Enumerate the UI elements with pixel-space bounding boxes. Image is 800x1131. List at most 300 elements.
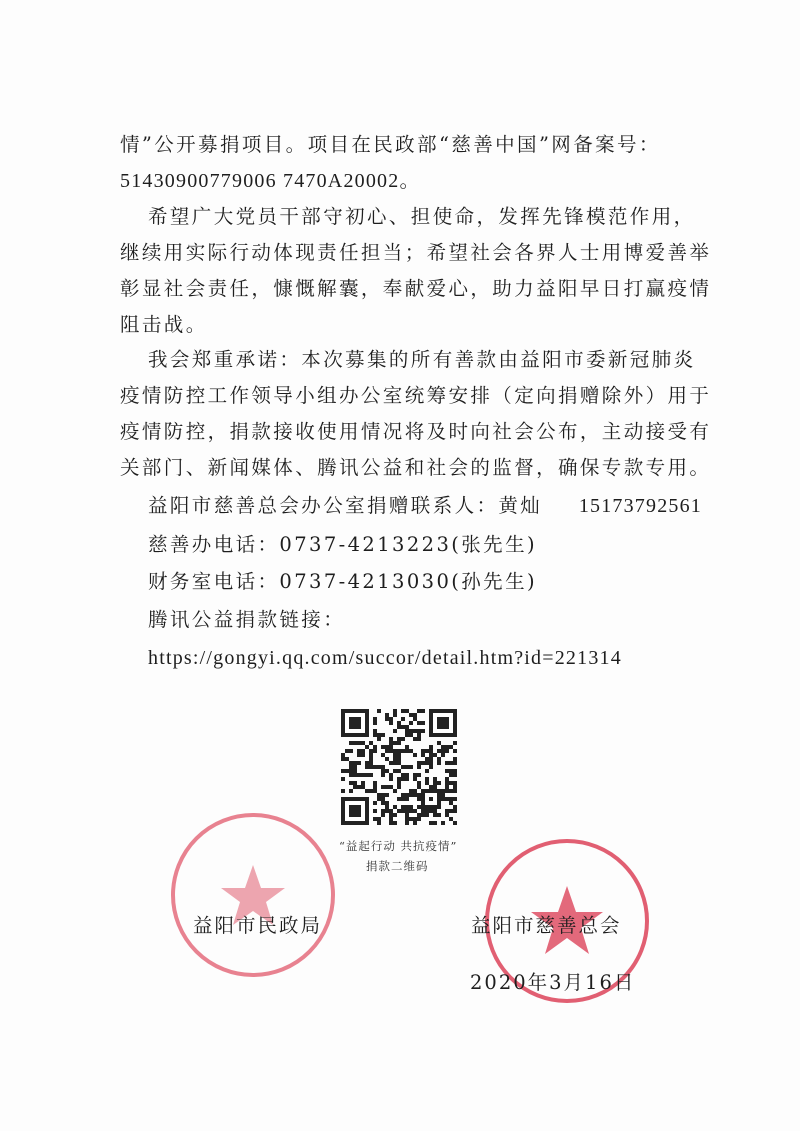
qr-module [449,809,453,813]
qr-module [365,765,369,769]
appeal-line-1: 希望广大党员干部守初心、担使命，发挥先锋模范作用， [148,205,696,228]
qr-module [349,789,353,793]
qr-module [413,817,417,821]
qr-module [341,753,345,757]
qr-module [385,805,389,809]
qr-module [445,809,449,813]
qr-module [429,749,433,753]
qr-module [417,817,421,821]
qr-module [421,749,425,753]
qr-module [425,781,429,785]
qr-module [405,805,409,809]
qr-module [449,769,453,773]
qr-module [405,817,409,821]
qr-module [413,713,417,717]
qr-module [417,765,421,769]
qr-module [389,821,393,825]
qr-module [373,785,377,789]
signature-charity-federation: 益阳市慈善总会 [471,914,622,937]
qr-module [425,777,429,781]
qr-module [389,761,393,765]
qr-module [389,813,393,817]
qr-module [393,753,397,757]
qr-module [381,753,385,757]
qr-module [369,765,373,769]
qr-module [453,805,457,809]
qr-module [365,761,369,765]
qr-module [389,817,393,821]
charity-office-phone: 慈善办电话：0737-4213223(张先生) [148,533,537,556]
qr-module [417,805,421,809]
qr-module [377,737,381,741]
qr-module [385,713,389,717]
qr-module [401,765,405,769]
qr-module [377,817,381,821]
qr-module [373,733,377,737]
registration-number: 51430900779006 7470A20002。 [120,170,421,192]
qr-module [413,789,417,793]
qr-module [393,761,397,765]
qr-module [381,785,385,789]
contact-person-label: 益阳市慈善总会办公室捐赠联系人：黄灿 [148,494,543,517]
qr-module [389,749,393,753]
qr-module [365,773,369,777]
qr-module [377,797,381,801]
qr-module [397,749,401,753]
qr-module [401,717,405,721]
qr-module [405,773,409,777]
qr-module [361,749,365,753]
qr-module [441,821,445,825]
qr-module [393,757,397,761]
qr-module [349,749,353,753]
qr-module [341,757,345,761]
qr-module [453,741,457,745]
qr-module [445,769,449,773]
qr-module [369,789,373,793]
qr-module [353,773,357,777]
qr-module [345,757,349,761]
qr-module [369,757,373,761]
qr-module [445,797,449,801]
qr-module [453,757,457,761]
qr-module [445,789,449,793]
qr-module [397,785,401,789]
qr-module [397,809,401,813]
qr-module [409,749,413,753]
qr-module [449,773,453,777]
qr-module [397,737,401,741]
qr-module [413,773,417,777]
qr-module [405,821,409,825]
qr-module [373,817,377,821]
qr-module [437,749,441,753]
qr-module [429,785,433,789]
qr-module [413,777,417,781]
promise-line-4: 关部门、新闻媒体、腾讯公益和社会的监督，确保专款专用。 [120,456,712,479]
qr-module [437,741,441,745]
qr-module [433,785,437,789]
qr-module [401,725,405,729]
qr-module [385,801,389,805]
qr-module [417,793,421,797]
qr-module [441,793,445,797]
qr-module [433,753,437,757]
qr-module [409,817,413,821]
qr-module [369,753,373,757]
qr-module [373,729,377,733]
qr-module [413,793,417,797]
qr-module [417,709,421,713]
qr-module [453,773,457,777]
qr-module [377,733,381,737]
civil-affairs-bureau-seal [168,810,338,980]
qr-module [425,761,429,765]
qr-module [369,761,373,765]
qr-module [437,717,449,729]
qr-module [405,809,409,813]
qr-module [397,761,401,765]
qr-module [453,761,457,765]
qr-module [429,809,433,813]
qr-module [341,769,345,773]
qr-module [413,821,417,825]
qr-module [397,769,401,773]
qr-module [409,793,413,797]
qr-module [397,777,401,781]
qr-module [349,761,353,765]
qr-module [389,785,393,789]
qr-module [401,797,405,801]
qr-module [385,717,389,721]
contact-person [148,494,702,518]
qr-module [453,789,457,793]
qr-module [389,773,393,777]
qr-module [385,757,389,761]
qr-module [437,813,441,817]
qr-module [353,781,357,785]
qr-module [449,761,453,765]
qr-module [445,781,449,785]
qr-module [437,761,441,765]
qr-module [409,765,413,769]
qr-module [425,813,429,817]
qr-module [345,749,349,753]
qr-module [381,733,385,737]
registration-line-1: 情”公开募捐项目。项目在民政部“慈善中国”网备案号： [120,133,661,156]
qr-module [417,773,421,777]
qr-module [401,709,405,713]
qr-module [373,781,377,785]
qr-module [449,781,453,785]
document-date: 2020年3月16日 [470,971,636,994]
qr-module [453,809,457,813]
qr-module [401,749,405,753]
qr-module [373,801,377,805]
contact-phone: 15173792561 [578,495,703,517]
qr-module [373,789,377,793]
qr-module [393,709,397,713]
signature-civil-affairs-bureau: 益阳市民政局 [193,914,323,937]
qr-module [381,801,385,805]
qr-module [389,737,393,741]
qr-module [397,721,401,725]
qr-module [365,789,369,793]
qr-module [373,721,377,725]
qr-module [425,809,429,813]
qr-module [385,769,389,773]
qr-module [357,741,361,745]
qr-module [417,785,421,789]
qr-module [429,761,433,765]
qr-module [429,821,433,825]
qr-module [397,753,401,757]
qr-module [409,721,413,725]
qr-module [421,761,425,765]
qr-module [405,765,409,769]
qr-module [441,789,445,793]
qr-module [357,785,361,789]
qr-module [405,793,409,797]
qr-module [405,745,409,749]
qr-module [405,729,409,733]
qr-module [425,749,429,753]
qr-module [369,741,373,745]
qr-module [357,761,361,765]
qr-module [369,749,373,753]
qr-module [385,809,389,813]
qr-module [429,753,433,757]
qr-caption-slogan: “益起行动 共抗疫情” [339,839,458,853]
qr-module [433,809,437,813]
qr-module [421,753,425,757]
qr-caption-label: 捐款二维码 [366,859,429,873]
donation-link-label: 腾讯公益捐款链接： [148,608,346,631]
qr-module [393,805,397,809]
qr-module [377,793,381,797]
appeal-line-2: 继续用实际行动体现责任担当；希望社会各界人士用博爱善举 [120,241,712,264]
qr-module [401,793,405,797]
qr-module [377,709,381,713]
qr-module [421,709,425,713]
qr-module [405,797,409,801]
qr-module [405,813,409,817]
qr-module [393,789,397,793]
qr-module [413,717,417,721]
qr-module [417,733,421,737]
qr-module [389,717,393,721]
qr-module [449,745,453,749]
qr-module [401,809,405,813]
qr-module [393,713,397,717]
qr-module [373,765,377,769]
qr-module [381,765,385,769]
qr-module [361,741,365,745]
qr-module [353,785,357,789]
qr-module [361,773,365,777]
qr-module [449,801,453,805]
qr-module [429,757,433,761]
qr-module [389,741,393,745]
promise-line-2: 疫情防控工作领导小组办公室统筹安排（定向捐赠除外）用于 [120,384,712,407]
qr-module [349,781,353,785]
qr-module [405,733,409,737]
qr-module [453,749,457,753]
qr-module [397,781,401,785]
qr-module [385,749,389,753]
qr-module [441,749,445,753]
qr-module [365,745,369,749]
qr-module [417,797,421,801]
qr-module [349,717,361,729]
qr-module [357,773,361,777]
qr-module [409,789,413,793]
qr-module [433,781,437,785]
qr-module [453,781,457,785]
qr-module [453,797,457,801]
qr-module [361,753,365,757]
qr-module [409,733,413,737]
qr-module [341,789,345,793]
qr-module [417,813,421,817]
qr-module [409,713,413,717]
qr-module [421,729,425,733]
qr-module [377,765,381,769]
qr-module [381,813,385,817]
qr-module [397,741,401,745]
appeal-line-3: 彰显社会责任，慷慨解囊，奉献爱心，助力益阳早日打赢疫情 [120,277,712,300]
qr-module [429,745,433,749]
qr-module [409,805,413,809]
promise-line-1: 我会郑重承诺：本次募集的所有善款由益阳市委新冠肺炎 [148,348,696,371]
qr-module [445,785,449,789]
qr-module [381,797,385,801]
qr-module [361,785,365,789]
qr-module [357,753,361,757]
qr-module [417,781,421,785]
qr-module [385,785,389,789]
qr-module [349,765,353,769]
qr-module [381,793,385,797]
qr-module [409,729,413,733]
qr-module [393,769,397,773]
qr-module [401,777,405,781]
qr-module [425,757,429,761]
qr-module [413,809,417,813]
qr-module [393,813,397,817]
donation-qr-code[interactable] [341,709,457,825]
qr-module [445,813,449,817]
qr-module [349,769,353,773]
qr-module [405,777,409,781]
qr-module [389,809,393,813]
qr-module [389,721,393,725]
qr-module [449,817,453,821]
qr-module [353,769,357,773]
qr-module [389,745,393,749]
qr-module [373,717,377,721]
qr-module [417,737,421,741]
qr-module [429,797,433,801]
qr-module [353,741,357,745]
qr-module [413,737,417,741]
qr-module [361,781,365,785]
qr-module [453,785,457,789]
qr-module [401,737,405,741]
qr-module [433,821,437,825]
qr-module [381,769,385,773]
qr-module [413,729,417,733]
qr-module [405,749,409,753]
qr-module [445,777,449,781]
qr-module [369,773,373,777]
qr-module [453,821,457,825]
qr-module [413,753,417,757]
qr-module [417,721,421,725]
qr-module [385,793,389,797]
qr-module [429,765,433,769]
qr-module [349,773,353,777]
qr-module [441,753,445,757]
qr-module [433,777,437,781]
qr-module [381,773,385,777]
qr-module [373,745,377,749]
qr-module [397,725,401,729]
qr-module [385,745,389,749]
qr-module [441,797,445,801]
qr-module [357,749,361,753]
qr-module [397,757,401,761]
promise-line-3: 疫情防控，捐款接收使用情况将及时向社会公布，主动接受有 [120,420,712,443]
qr-module [417,761,421,765]
qr-module [437,757,441,761]
qr-module [341,777,345,781]
qr-module [449,797,453,801]
qr-module [417,729,421,733]
qr-module [405,709,409,713]
qr-module [445,745,449,749]
qr-module [373,749,377,753]
qr-module [449,789,453,793]
qr-module [433,813,437,817]
appeal-line-4: 阻击战。 [120,313,208,336]
qr-module [441,745,445,749]
qr-module [381,745,385,749]
qr-module [401,805,405,809]
qr-module [421,721,425,725]
qr-module [425,769,429,773]
finance-office-phone: 财务室电话：0737-4213030(孙先生) [148,570,537,593]
qr-module [393,821,397,825]
qr-module [377,821,381,825]
qr-module [445,749,449,753]
qr-module [345,769,349,773]
qr-module [389,777,393,781]
qr-module [437,781,441,785]
qr-module [353,765,357,769]
qr-module [453,769,457,773]
qr-module [409,809,413,813]
qr-module [381,809,385,813]
qr-module [349,741,353,745]
qr-module [401,773,405,777]
qr-module [405,725,409,729]
donation-link[interactable]: https://gongyi.qq.com/succor/detail.htm?id=221314 [148,647,622,669]
qr-module [393,729,397,733]
qr-module [349,805,361,817]
qr-module [397,797,401,801]
qr-module [445,761,449,765]
